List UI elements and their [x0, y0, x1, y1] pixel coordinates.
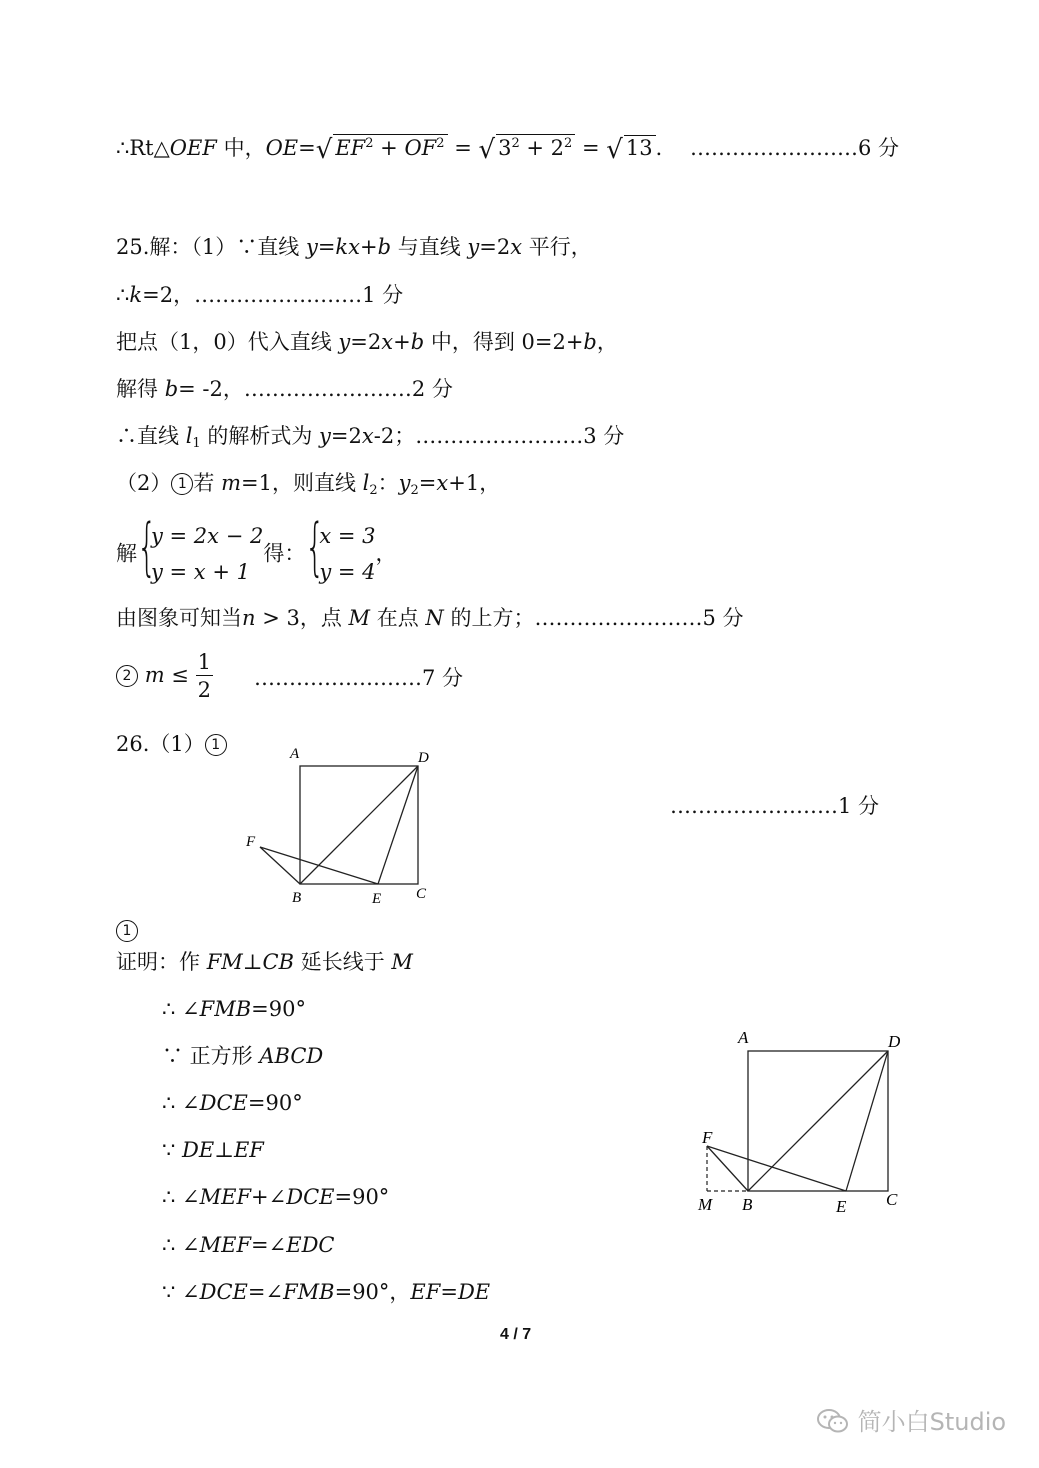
wechat-icon [816, 1407, 850, 1435]
left-brace-icon: { [137, 510, 157, 583]
radicand [333, 134, 447, 159]
var: N [425, 606, 444, 630]
equation: y = 4 [319, 560, 376, 584]
text: 的解析式为 [200, 424, 320, 448]
proof-step-3 [162, 1093, 303, 1114]
var: k [129, 283, 143, 307]
text: 的上方；……………………5 分 [443, 606, 744, 630]
var: y [467, 235, 480, 259]
equation: y = x + 1 [151, 560, 250, 584]
num: 13 [625, 136, 653, 160]
var: OF [404, 136, 437, 160]
var: n [242, 606, 256, 630]
text: 得： [263, 541, 306, 566]
label-e: E [836, 1197, 847, 1216]
label-m: M [698, 1195, 713, 1214]
var: b [164, 377, 179, 401]
text: =90°， [334, 1280, 411, 1304]
var: b [377, 235, 392, 259]
var: EF [335, 136, 366, 160]
q25-line-7-system [116, 510, 397, 590]
var: EDC [286, 1233, 335, 1257]
text: ， [596, 330, 618, 354]
left-brace-icon: { [305, 510, 326, 583]
text: =90° [251, 997, 306, 1021]
q25-line-9-score [254, 668, 463, 689]
text: 解得 [116, 377, 165, 401]
text: =1，则直线 [240, 471, 363, 495]
var: ABCD [259, 1044, 324, 1068]
text: 若 [193, 471, 222, 495]
sqrt-icon: √ [606, 135, 623, 165]
label-a: A [290, 746, 300, 762]
var: x [361, 424, 374, 448]
exponent: 2 [511, 136, 520, 151]
var: m [221, 471, 241, 495]
segment-bd [300, 766, 418, 884]
var: y [305, 235, 318, 259]
text: =2，……………………1 分 [142, 283, 404, 307]
text: ∴ ∠ [162, 1091, 200, 1115]
var: M [391, 950, 413, 974]
label-b: B [742, 1195, 753, 1214]
circled-number: 2 [116, 665, 138, 687]
var: DCE [199, 1280, 248, 1304]
proof-step-6 [162, 1235, 334, 1256]
subscript: 2 [369, 483, 378, 498]
text: =90° [334, 1185, 390, 1209]
circled-number: 1 [205, 734, 227, 756]
label-c: C [886, 1190, 898, 1209]
var: DCE [286, 1185, 335, 1209]
text: ． [655, 136, 677, 160]
equation: y = 2x − 2 [151, 524, 264, 548]
sqrt-icon: √ [478, 135, 496, 165]
q26-circ-2 [116, 920, 138, 942]
var: OEF [169, 136, 217, 160]
numerator: 1 [197, 650, 211, 674]
var: OE [265, 136, 299, 160]
equation-system [137, 510, 264, 590]
subscript: 2 [410, 483, 419, 498]
var: EF [410, 1280, 441, 1304]
text: ∴ ∠ [162, 1233, 200, 1257]
var: FMB [283, 1280, 335, 1304]
denominator: 2 [197, 678, 211, 702]
var: MEF [199, 1185, 252, 1209]
line-oe-result [116, 134, 899, 163]
text: 平行， [522, 235, 592, 259]
text: ∵ 正方形 [162, 1044, 260, 1068]
num: 3 [498, 136, 512, 160]
text: > 3，点 [255, 606, 349, 630]
label-a: A [738, 1028, 749, 1047]
text: （2） [116, 471, 172, 495]
var: b [583, 330, 597, 354]
text: + [393, 330, 411, 354]
q26-score-1 [670, 796, 879, 817]
text: ∴ ∠ [162, 1185, 200, 1209]
segment-fe [260, 847, 378, 884]
var: x [381, 330, 394, 354]
text: 26.（1） [116, 732, 205, 756]
var: DE⊥EF [182, 1138, 264, 1162]
fraction [196, 652, 213, 701]
q25-line-4 [116, 379, 453, 400]
solution-system [305, 510, 376, 590]
var: MEF [199, 1233, 252, 1257]
text: ∴直线 [116, 424, 186, 448]
text: +1， [448, 471, 501, 495]
text: ∴ [116, 283, 130, 307]
q26-proof-line [116, 952, 413, 973]
subscript: 1 [192, 436, 201, 451]
text: + [519, 136, 551, 160]
proof-step-2 [162, 1046, 323, 1067]
q25-line-1 [116, 237, 592, 258]
text: ≤ [164, 663, 196, 687]
label-e: E [372, 891, 382, 907]
text: -2；……………………3 分 [373, 424, 625, 448]
var: y [319, 424, 331, 448]
proof-step-5 [162, 1187, 389, 1208]
label-d: D [888, 1032, 901, 1051]
var: x [510, 235, 523, 259]
proof-step-7 [162, 1282, 490, 1303]
text: ∵ [162, 1138, 183, 1162]
label-d: D [418, 750, 429, 766]
text: 证明：作 [116, 950, 207, 974]
text: = [298, 136, 316, 160]
text: + [373, 136, 405, 160]
text: +∠ [251, 1185, 287, 1209]
var: kx [335, 235, 360, 259]
radicand [496, 134, 575, 159]
circled-number: 1 [116, 920, 138, 942]
text: 25.解：（1）∵直线 [116, 235, 306, 259]
var: x [436, 471, 449, 495]
q25-line-3 [116, 332, 618, 353]
text: ： [377, 471, 399, 495]
num: 2 [550, 136, 565, 160]
q26-head [116, 734, 227, 756]
text: 延长线于 [294, 950, 392, 974]
page-number: 4 / 7 [500, 1326, 532, 1343]
text: =∠ [247, 1280, 284, 1304]
var: CB [262, 950, 295, 974]
text: + [360, 235, 378, 259]
label-f: F [702, 1128, 713, 1147]
figure-1-square [240, 740, 440, 910]
text: = [317, 235, 336, 259]
text: = [418, 471, 437, 495]
text: ∵ ∠ [162, 1280, 200, 1304]
text: 由图象可知当 [116, 606, 242, 630]
text: 与直线 [391, 235, 468, 259]
var: DCE [199, 1091, 248, 1115]
text: = [447, 136, 479, 160]
q25-line-9 [116, 652, 213, 701]
var: b [410, 330, 425, 354]
var: DE [457, 1280, 491, 1304]
sqrt-icon: √ [315, 135, 333, 165]
text: 在点 [370, 606, 426, 630]
radicand [624, 135, 656, 159]
var: l [362, 471, 370, 495]
var: FM [206, 950, 243, 974]
proof-step-4 [162, 1140, 264, 1161]
score: ……………………7 分 [254, 666, 464, 690]
segment-fb [260, 847, 300, 884]
exponent: 2 [365, 136, 374, 151]
text: = [575, 136, 607, 160]
text: ∴Rt△ [116, 136, 170, 160]
q25-line-2 [116, 285, 403, 306]
figure-2-square [690, 1022, 920, 1222]
var: l [185, 424, 193, 448]
text: ， [375, 541, 397, 566]
watermark [816, 1407, 1006, 1435]
var: FMB [199, 997, 252, 1021]
q25-line-5 [116, 426, 624, 450]
segment-ed [378, 766, 418, 884]
label-c: C [416, 886, 427, 902]
var: y [338, 330, 351, 354]
equation: x = 3 [319, 524, 376, 548]
score: ……………………1 分 [670, 794, 880, 818]
var: m [144, 663, 165, 687]
text: 解 [116, 541, 137, 566]
text: 把点（1，0）代入直线 [116, 330, 339, 354]
text: ∴ ∠ [162, 997, 200, 1021]
text: 中， [216, 136, 266, 160]
text: ⊥ [242, 950, 263, 974]
var: y [398, 471, 411, 495]
text: 中，得到 0=2+ [424, 330, 584, 354]
text: = [440, 1280, 458, 1304]
circled-number: 1 [171, 473, 193, 495]
text: =90° [247, 1091, 303, 1115]
label-b: B [292, 890, 302, 906]
exponent: 2 [564, 136, 573, 151]
q25-line-6 [116, 473, 500, 497]
q25-line-8 [116, 608, 743, 629]
watermark-text: 简小白Studio [857, 1408, 1007, 1436]
text: =2 [479, 235, 511, 259]
text: =2 [330, 424, 362, 448]
score: ……………………6 分 [689, 136, 899, 160]
label-f: F [246, 834, 256, 850]
text: = -2，……………………2 分 [178, 377, 453, 401]
text: =∠ [251, 1233, 287, 1257]
exponent: 2 [436, 136, 445, 151]
proof-step-1 [162, 999, 306, 1020]
var: M [348, 606, 371, 630]
text: =2 [350, 330, 382, 354]
